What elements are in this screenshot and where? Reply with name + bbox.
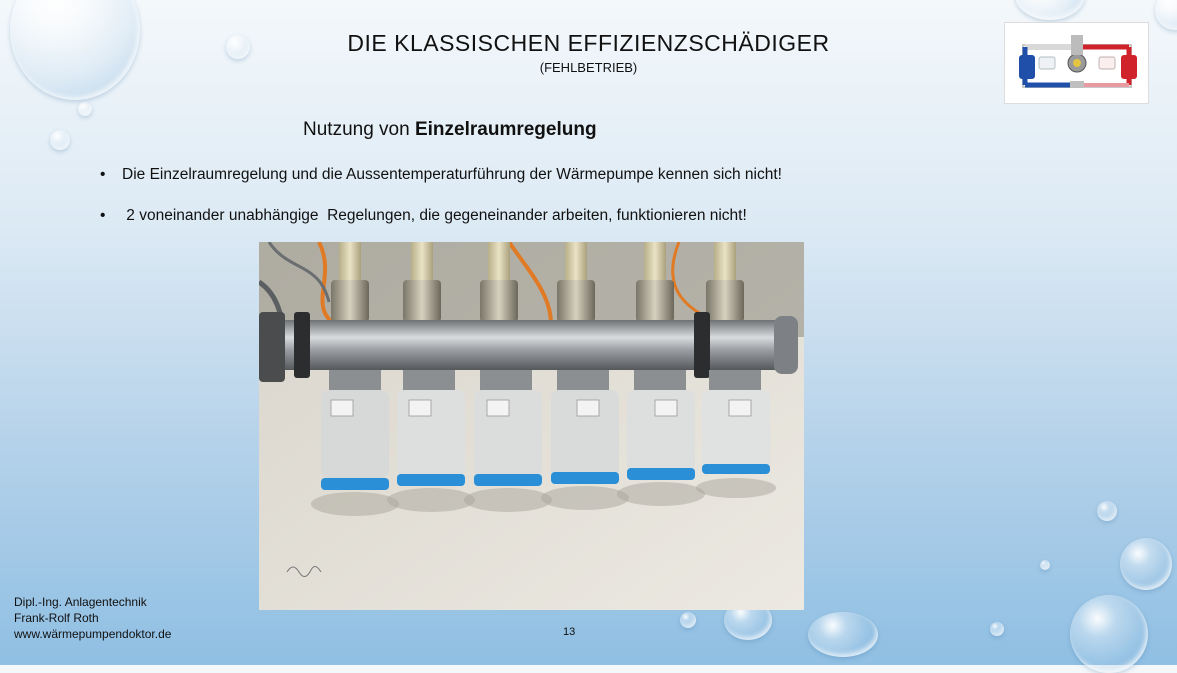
slide-title: DIE KLASSISCHEN EFFIZIENZSCHÄDIGER bbox=[347, 30, 830, 56]
water-drop-decoration bbox=[1070, 595, 1148, 673]
water-drop-decoration bbox=[1015, 0, 1085, 20]
water-drop-decoration bbox=[990, 622, 1004, 636]
heading-prefix: Nutzung von bbox=[303, 119, 415, 140]
bullet-marker: • bbox=[100, 166, 106, 183]
footer-line: Frank-Rolf Roth bbox=[14, 611, 99, 625]
bullet-text: Die Einzelraumregelung und die Aussentemperaturführung der Wärmepumpe kennen sich nicht! bbox=[122, 166, 782, 183]
section-heading bbox=[303, 119, 597, 141]
page-number: 13 bbox=[563, 626, 576, 638]
footer-line: Dipl.-Ing. Anlagentechnik bbox=[14, 595, 147, 609]
water-drop-decoration bbox=[78, 102, 92, 116]
bullet-marker: • bbox=[100, 207, 106, 224]
bullet-text: 2 voneinander unabhängige Regelungen, die gegeneinander arbeiten, funktionieren nicht! bbox=[122, 207, 747, 224]
water-drop-decoration bbox=[680, 612, 696, 628]
water-drop-decoration bbox=[1155, 0, 1177, 30]
water-drop-decoration bbox=[50, 130, 70, 150]
water-drop-decoration bbox=[1097, 501, 1117, 521]
slide-subtitle: (FEHLBETRIEB) bbox=[539, 60, 638, 75]
footer-author-info bbox=[14, 594, 171, 642]
bullet-item bbox=[100, 166, 782, 184]
floor-heating-manifold-photo bbox=[259, 242, 804, 610]
water-drop-decoration bbox=[1040, 560, 1050, 570]
water-drop-decoration bbox=[808, 612, 878, 657]
footer-website: www.wärmepumpendoktor.de bbox=[14, 627, 172, 641]
heading-bold-term: Einzelraumregelung bbox=[414, 119, 597, 140]
water-drop-decoration bbox=[1120, 538, 1172, 590]
bullet-item bbox=[100, 207, 747, 225]
